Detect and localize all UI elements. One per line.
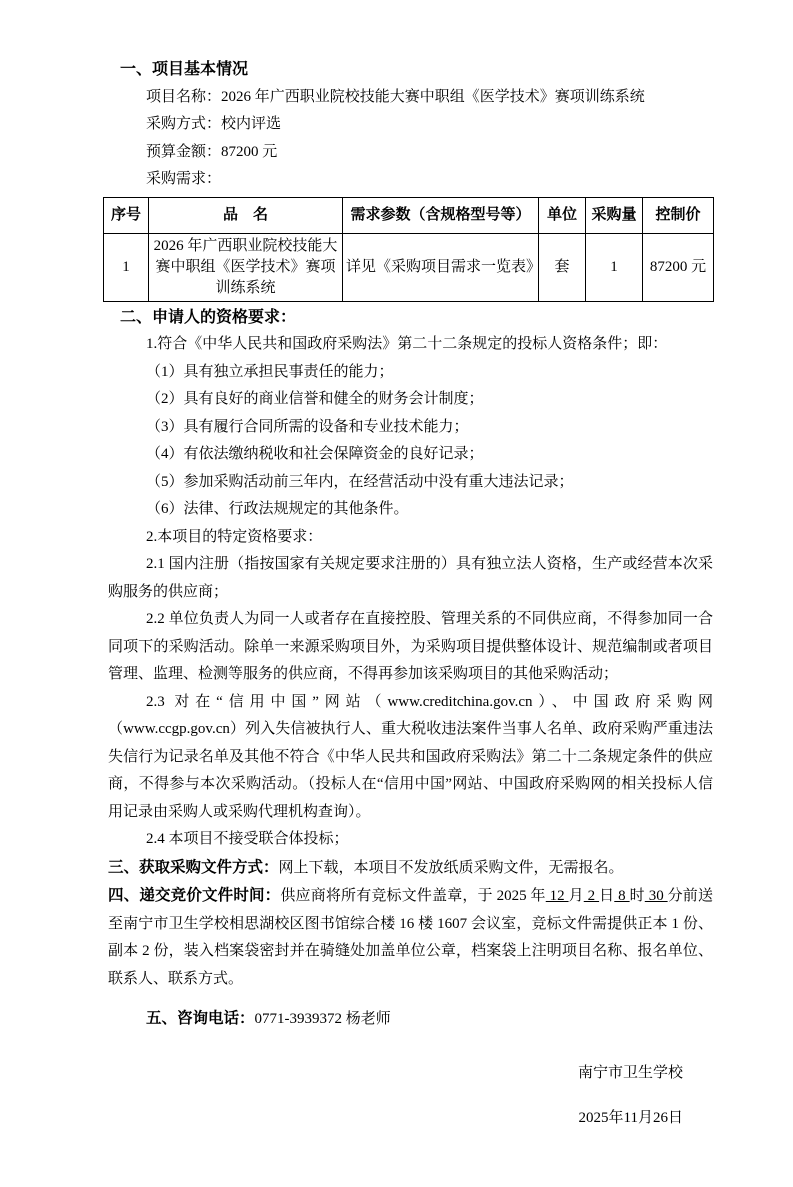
- signature-block: [108, 1060, 713, 1133]
- col-header-index: 序号: [104, 197, 149, 233]
- table-row: [104, 233, 714, 301]
- section3-heading: 三、获取采购文件方式：: [108, 858, 279, 876]
- section5-heading: 五、咨询电话：: [146, 1010, 255, 1027]
- qualification-item: 2.本项目的特定资格要求：: [146, 528, 323, 545]
- issuing-organization: 南宁市卫生学校: [577, 1064, 683, 1081]
- section4-text: 时: [629, 888, 645, 904]
- section3-paragraph: [108, 854, 713, 883]
- cell-index: 1: [104, 233, 149, 301]
- issue-date: 2025年11月26日: [578, 1110, 683, 1126]
- project-name-line: 项目名称：2026 年广西职业院校技能大赛中职组《医学技术》赛项训练系统: [146, 88, 645, 105]
- qualification-item: （1）具有独立承担民事责任的能力；: [146, 363, 394, 380]
- cell-item-name: 2026 年广西职业院校技能大赛中职组《医学技术》赛项训练系统: [149, 233, 343, 301]
- deadline-day-value: 2: [583, 888, 600, 904]
- deadline-minute-value: 30: [644, 888, 668, 904]
- col-header-quantity: 采购量: [586, 197, 643, 233]
- cell-unit: 套: [539, 233, 586, 301]
- demand-label-line: 采购需求：: [146, 171, 222, 187]
- col-header-item-name: 品 名: [149, 197, 343, 233]
- deadline-hour-value: 8: [614, 888, 630, 904]
- qualification-item: （3）具有履行合同所需的设备和专业技术能力；: [146, 418, 469, 435]
- qualification-item: 2.4 本项目不接受联合体投标；: [146, 831, 349, 847]
- qualification-item: 2.3 对在“信用中国”网站（www.creditchina.gov.cn）、中国政府采购网（www.ccgp.gov.cn）列入失信被执行人、重大税收违法案件当事人名单、政府采购严重违法失信行为记录名单及其他不符合《中华人民共和国政府采购法》第二十二条规定条件的供应商，不得参与本次采购活动。（投标人在“信用中国”网站、中国政府采购网的相关投标人信用记录由采购人或采购代理机构查询）。: [108, 693, 713, 820]
- cell-price-limit: 87200 元: [643, 233, 714, 301]
- cell-quantity: 1: [586, 233, 643, 301]
- procurement-method-line: 采购方式：校内评选: [146, 116, 282, 132]
- section4-text: 分前送至南宁市卫生学校相思湖校区图书馆综合楼 16 楼 1607 会议室，竞标文件需提供正本 1 份、副本 2 份，装入档案袋密封并在骑缝处加盖单位公章，档案袋上注明项目名称、报名单位、联系人、联系方式。: [108, 888, 713, 987]
- qualification-item: 2.1 国内注册（指按国家有关规定要求注册的）具有独立法人资格，生产或经营本次采购服务的供应商；: [108, 556, 713, 600]
- col-header-spec: 需求参数（含规格型号等）: [343, 197, 539, 233]
- section5-paragraph: [108, 1005, 713, 1034]
- col-header-price-limit: 控制价: [643, 197, 714, 233]
- col-header-unit: 单位: [539, 197, 586, 233]
- budget-line: 预算金额：87200 元: [146, 143, 278, 160]
- section4-text: 日: [599, 888, 615, 904]
- table-header-row: [104, 197, 714, 233]
- qualification-item: （2）具有良好的商业信誉和健全的财务会计制度；: [146, 391, 484, 407]
- qualification-item: 2.2 单位负责人为同一人或者存在直接控股、管理关系的不同供应商，不得参加同一合同项下的采购活动。除单一来源采购项目外，为采购项目提供整体设计、规范编制或者项目管理、监理、检测等服务的供应商，不得再参加该采购项目的其他采购活动；: [108, 611, 713, 682]
- qualification-item: （4）有依法缴纳税收和社会保障资金的良好记录；: [146, 446, 484, 462]
- deadline-month-value: 12: [545, 888, 569, 904]
- section2-heading: 二、申请人的资格要求：: [120, 308, 297, 326]
- qualification-item: （5）参加采购活动前三年内，在经营活动中没有重大违法记录；: [146, 473, 574, 490]
- section4-text: 供应商将所有竞标文件盖章，于 2025 年: [280, 888, 546, 904]
- section3-text: 网上下载，本项目不发放纸质采购文件，无需报名。: [278, 859, 624, 876]
- cell-spec: 详见《采购项目需求一览表》: [343, 233, 539, 301]
- qualification-item: （6）法律、行政法规规定的其他条件。: [146, 501, 409, 517]
- section4-paragraph: [108, 882, 713, 993]
- qualification-item: 1.符合《中华人民共和国政府采购法》第二十二条规定的投标人资格条件；即：: [146, 336, 668, 352]
- procurement-items-table: [103, 197, 714, 302]
- contact-phone: 0771-3939372 杨老师: [254, 1011, 391, 1027]
- section1-heading: 一、项目基本情况: [120, 61, 249, 78]
- section4-heading: 四、递交竞价文件时间：: [108, 887, 281, 904]
- section4-text: 月: [568, 888, 584, 904]
